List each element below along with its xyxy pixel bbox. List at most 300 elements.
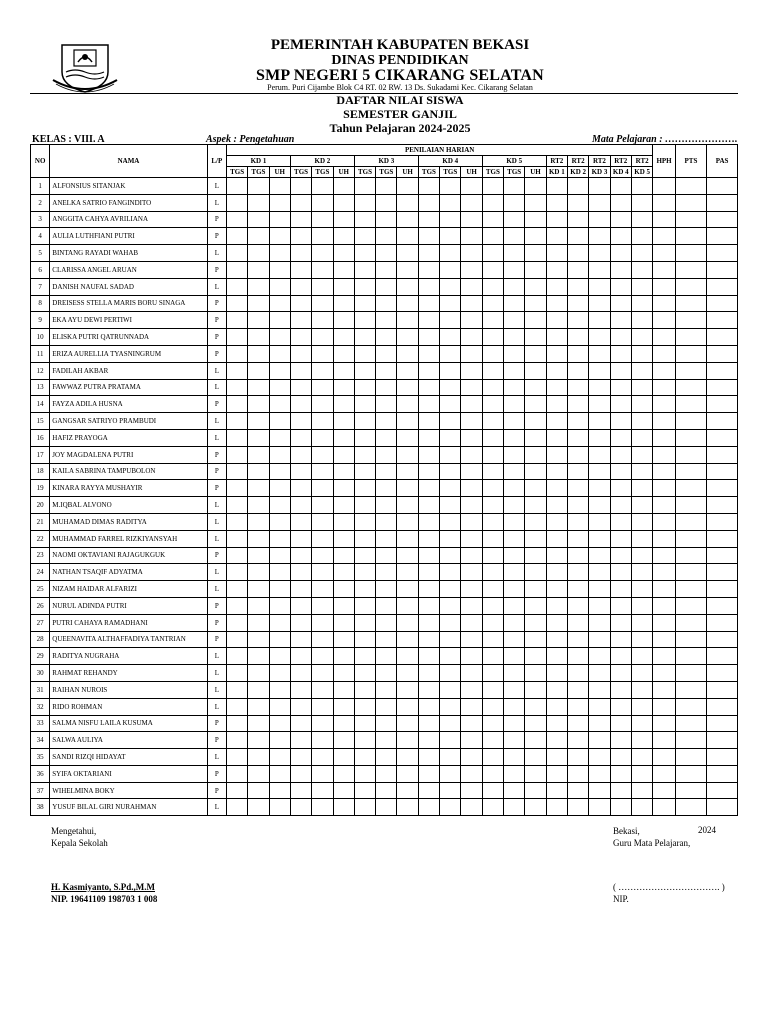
grade-cell[interactable] <box>440 799 461 816</box>
grade-cell[interactable] <box>354 261 375 278</box>
grade-cell[interactable] <box>376 228 397 245</box>
grade-cell[interactable] <box>440 178 461 195</box>
grade-cell[interactable] <box>461 597 482 614</box>
grade-cell[interactable] <box>418 178 439 195</box>
grade-cell[interactable] <box>397 614 418 631</box>
grade-cell[interactable] <box>333 480 354 497</box>
grade-cell[interactable] <box>589 732 610 749</box>
grade-cell[interactable] <box>610 749 631 766</box>
grade-cell[interactable] <box>546 513 567 530</box>
grade-cell[interactable] <box>312 799 333 816</box>
grade-cell[interactable] <box>482 362 503 379</box>
grade-cell[interactable] <box>290 178 311 195</box>
grade-cell[interactable] <box>707 295 738 312</box>
grade-cell[interactable] <box>418 379 439 396</box>
grade-cell[interactable] <box>546 194 567 211</box>
grade-cell[interactable] <box>226 245 247 262</box>
grade-cell[interactable] <box>418 597 439 614</box>
grade-cell[interactable] <box>504 513 525 530</box>
grade-cell[interactable] <box>461 429 482 446</box>
grade-cell[interactable] <box>418 564 439 581</box>
grade-cell[interactable] <box>546 396 567 413</box>
grade-cell[interactable] <box>376 329 397 346</box>
grade-cell[interactable] <box>461 581 482 598</box>
grade-cell[interactable] <box>290 782 311 799</box>
grade-cell[interactable] <box>269 698 290 715</box>
grade-cell[interactable] <box>333 329 354 346</box>
grade-cell[interactable] <box>707 194 738 211</box>
grade-cell[interactable] <box>397 497 418 514</box>
grade-cell[interactable] <box>248 463 269 480</box>
grade-cell[interactable] <box>248 329 269 346</box>
grade-cell[interactable] <box>376 530 397 547</box>
grade-cell[interactable] <box>312 295 333 312</box>
grade-cell[interactable] <box>707 681 738 698</box>
grade-cell[interactable] <box>546 379 567 396</box>
grade-cell[interactable] <box>482 614 503 631</box>
grade-cell[interactable] <box>333 614 354 631</box>
grade-cell[interactable] <box>653 782 675 799</box>
grade-cell[interactable] <box>567 765 588 782</box>
grade-cell[interactable] <box>226 480 247 497</box>
grade-cell[interactable] <box>610 681 631 698</box>
grade-cell[interactable] <box>631 211 652 228</box>
grade-cell[interactable] <box>397 379 418 396</box>
grade-cell[interactable] <box>333 413 354 430</box>
grade-cell[interactable] <box>546 564 567 581</box>
grade-cell[interactable] <box>333 597 354 614</box>
grade-cell[interactable] <box>546 429 567 446</box>
grade-cell[interactable] <box>269 799 290 816</box>
grade-cell[interactable] <box>461 329 482 346</box>
grade-cell[interactable] <box>333 228 354 245</box>
grade-cell[interactable] <box>354 715 375 732</box>
grade-cell[interactable] <box>525 497 546 514</box>
grade-cell[interactable] <box>290 429 311 446</box>
grade-cell[interactable] <box>482 194 503 211</box>
grade-cell[interactable] <box>610 278 631 295</box>
grade-cell[interactable] <box>418 614 439 631</box>
grade-cell[interactable] <box>226 261 247 278</box>
grade-cell[interactable] <box>248 429 269 446</box>
grade-cell[interactable] <box>675 732 706 749</box>
grade-cell[interactable] <box>482 547 503 564</box>
grade-cell[interactable] <box>269 715 290 732</box>
grade-cell[interactable] <box>707 245 738 262</box>
grade-cell[interactable] <box>461 463 482 480</box>
grade-cell[interactable] <box>269 648 290 665</box>
grade-cell[interactable] <box>354 597 375 614</box>
grade-cell[interactable] <box>461 228 482 245</box>
grade-cell[interactable] <box>461 312 482 329</box>
grade-cell[interactable] <box>290 194 311 211</box>
grade-cell[interactable] <box>290 547 311 564</box>
grade-cell[interactable] <box>482 513 503 530</box>
grade-cell[interactable] <box>631 278 652 295</box>
grade-cell[interactable] <box>226 581 247 598</box>
grade-cell[interactable] <box>631 295 652 312</box>
grade-cell[interactable] <box>354 295 375 312</box>
grade-cell[interactable] <box>653 749 675 766</box>
grade-cell[interactable] <box>440 765 461 782</box>
grade-cell[interactable] <box>290 749 311 766</box>
grade-cell[interactable] <box>461 178 482 195</box>
grade-cell[interactable] <box>397 681 418 698</box>
grade-cell[interactable] <box>418 581 439 598</box>
grade-cell[interactable] <box>567 480 588 497</box>
grade-cell[interactable] <box>376 497 397 514</box>
grade-cell[interactable] <box>248 749 269 766</box>
grade-cell[interactable] <box>482 211 503 228</box>
grade-cell[interactable] <box>567 211 588 228</box>
grade-cell[interactable] <box>418 782 439 799</box>
grade-cell[interactable] <box>354 799 375 816</box>
grade-cell[interactable] <box>248 732 269 749</box>
grade-cell[interactable] <box>482 446 503 463</box>
grade-cell[interactable] <box>312 261 333 278</box>
grade-cell[interactable] <box>589 715 610 732</box>
grade-cell[interactable] <box>333 497 354 514</box>
grade-cell[interactable] <box>269 631 290 648</box>
grade-cell[interactable] <box>354 732 375 749</box>
grade-cell[interactable] <box>525 564 546 581</box>
grade-cell[interactable] <box>567 530 588 547</box>
grade-cell[interactable] <box>461 631 482 648</box>
grade-cell[interactable] <box>248 614 269 631</box>
grade-cell[interactable] <box>312 698 333 715</box>
grade-cell[interactable] <box>418 698 439 715</box>
grade-cell[interactable] <box>504 228 525 245</box>
grade-cell[interactable] <box>461 698 482 715</box>
grade-cell[interactable] <box>333 278 354 295</box>
grade-cell[interactable] <box>248 547 269 564</box>
grade-cell[interactable] <box>675 194 706 211</box>
grade-cell[interactable] <box>333 732 354 749</box>
grade-cell[interactable] <box>482 732 503 749</box>
grade-cell[interactable] <box>631 178 652 195</box>
grade-cell[interactable] <box>504 648 525 665</box>
grade-cell[interactable] <box>525 782 546 799</box>
grade-cell[interactable] <box>333 681 354 698</box>
grade-cell[interactable] <box>610 530 631 547</box>
grade-cell[interactable] <box>248 513 269 530</box>
grade-cell[interactable] <box>525 446 546 463</box>
grade-cell[interactable] <box>440 564 461 581</box>
grade-cell[interactable] <box>248 413 269 430</box>
grade-cell[interactable] <box>589 295 610 312</box>
grade-cell[interactable] <box>504 782 525 799</box>
grade-cell[interactable] <box>546 581 567 598</box>
grade-cell[interactable] <box>354 245 375 262</box>
grade-cell[interactable] <box>290 312 311 329</box>
grade-cell[interactable] <box>567 345 588 362</box>
grade-cell[interactable] <box>546 228 567 245</box>
grade-cell[interactable] <box>653 379 675 396</box>
grade-cell[interactable] <box>589 698 610 715</box>
grade-cell[interactable] <box>546 295 567 312</box>
grade-cell[interactable] <box>269 295 290 312</box>
grade-cell[interactable] <box>482 429 503 446</box>
grade-cell[interactable] <box>567 631 588 648</box>
grade-cell[interactable] <box>546 413 567 430</box>
grade-cell[interactable] <box>546 480 567 497</box>
grade-cell[interactable] <box>567 329 588 346</box>
grade-cell[interactable] <box>504 631 525 648</box>
grade-cell[interactable] <box>248 581 269 598</box>
grade-cell[interactable] <box>418 732 439 749</box>
grade-cell[interactable] <box>440 782 461 799</box>
grade-cell[interactable] <box>290 564 311 581</box>
grade-cell[interactable] <box>525 379 546 396</box>
grade-cell[interactable] <box>269 732 290 749</box>
grade-cell[interactable] <box>546 329 567 346</box>
grade-cell[interactable] <box>707 749 738 766</box>
grade-cell[interactable] <box>653 698 675 715</box>
grade-cell[interactable] <box>675 765 706 782</box>
grade-cell[interactable] <box>567 648 588 665</box>
grade-cell[interactable] <box>567 665 588 682</box>
grade-cell[interactable] <box>226 782 247 799</box>
grade-cell[interactable] <box>653 463 675 480</box>
grade-cell[interactable] <box>290 480 311 497</box>
grade-cell[interactable] <box>631 429 652 446</box>
grade-cell[interactable] <box>675 665 706 682</box>
grade-cell[interactable] <box>397 698 418 715</box>
grade-cell[interactable] <box>226 228 247 245</box>
grade-cell[interactable] <box>675 345 706 362</box>
grade-cell[interactable] <box>610 581 631 598</box>
grade-cell[interactable] <box>440 329 461 346</box>
grade-cell[interactable] <box>461 194 482 211</box>
grade-cell[interactable] <box>610 413 631 430</box>
grade-cell[interactable] <box>525 362 546 379</box>
grade-cell[interactable] <box>269 312 290 329</box>
grade-cell[interactable] <box>653 312 675 329</box>
grade-cell[interactable] <box>589 765 610 782</box>
grade-cell[interactable] <box>675 597 706 614</box>
grade-cell[interactable] <box>675 312 706 329</box>
grade-cell[interactable] <box>653 513 675 530</box>
grade-cell[interactable] <box>418 261 439 278</box>
grade-cell[interactable] <box>653 631 675 648</box>
grade-cell[interactable] <box>226 379 247 396</box>
grade-cell[interactable] <box>653 295 675 312</box>
grade-cell[interactable] <box>610 396 631 413</box>
grade-cell[interactable] <box>461 749 482 766</box>
grade-cell[interactable] <box>312 648 333 665</box>
grade-cell[interactable] <box>675 396 706 413</box>
grade-cell[interactable] <box>482 581 503 598</box>
grade-cell[interactable] <box>248 295 269 312</box>
grade-cell[interactable] <box>482 345 503 362</box>
grade-cell[interactable] <box>653 530 675 547</box>
grade-cell[interactable] <box>653 413 675 430</box>
grade-cell[interactable] <box>482 261 503 278</box>
grade-cell[interactable] <box>290 295 311 312</box>
grade-cell[interactable] <box>525 312 546 329</box>
grade-cell[interactable] <box>589 648 610 665</box>
grade-cell[interactable] <box>504 597 525 614</box>
grade-cell[interactable] <box>653 396 675 413</box>
grade-cell[interactable] <box>504 446 525 463</box>
grade-cell[interactable] <box>226 614 247 631</box>
grade-cell[interactable] <box>653 261 675 278</box>
grade-cell[interactable] <box>312 480 333 497</box>
grade-cell[interactable] <box>440 362 461 379</box>
grade-cell[interactable] <box>707 278 738 295</box>
grade-cell[interactable] <box>248 698 269 715</box>
grade-cell[interactable] <box>525 547 546 564</box>
grade-cell[interactable] <box>312 513 333 530</box>
grade-cell[interactable] <box>397 228 418 245</box>
grade-cell[interactable] <box>376 631 397 648</box>
grade-cell[interactable] <box>567 463 588 480</box>
grade-cell[interactable] <box>504 295 525 312</box>
grade-cell[interactable] <box>482 278 503 295</box>
grade-cell[interactable] <box>440 446 461 463</box>
grade-cell[interactable] <box>269 681 290 698</box>
grade-cell[interactable] <box>376 681 397 698</box>
grade-cell[interactable] <box>376 429 397 446</box>
grade-cell[interactable] <box>482 329 503 346</box>
grade-cell[interactable] <box>675 228 706 245</box>
grade-cell[interactable] <box>333 631 354 648</box>
grade-cell[interactable] <box>248 245 269 262</box>
grade-cell[interactable] <box>248 597 269 614</box>
grade-cell[interactable] <box>312 194 333 211</box>
grade-cell[interactable] <box>482 413 503 430</box>
grade-cell[interactable] <box>354 547 375 564</box>
grade-cell[interactable] <box>631 530 652 547</box>
grade-cell[interactable] <box>631 261 652 278</box>
grade-cell[interactable] <box>589 312 610 329</box>
grade-cell[interactable] <box>675 379 706 396</box>
grade-cell[interactable] <box>567 362 588 379</box>
grade-cell[interactable] <box>269 530 290 547</box>
grade-cell[interactable] <box>675 413 706 430</box>
grade-cell[interactable] <box>269 413 290 430</box>
grade-cell[interactable] <box>376 312 397 329</box>
grade-cell[interactable] <box>653 765 675 782</box>
grade-cell[interactable] <box>631 665 652 682</box>
grade-cell[interactable] <box>269 749 290 766</box>
grade-cell[interactable] <box>567 564 588 581</box>
grade-cell[interactable] <box>376 698 397 715</box>
grade-cell[interactable] <box>312 749 333 766</box>
grade-cell[interactable] <box>610 178 631 195</box>
grade-cell[interactable] <box>226 530 247 547</box>
grade-cell[interactable] <box>707 513 738 530</box>
grade-cell[interactable] <box>482 631 503 648</box>
grade-cell[interactable] <box>589 581 610 598</box>
grade-cell[interactable] <box>482 245 503 262</box>
grade-cell[interactable] <box>376 513 397 530</box>
grade-cell[interactable] <box>653 211 675 228</box>
grade-cell[interactable] <box>589 749 610 766</box>
grade-cell[interactable] <box>707 480 738 497</box>
grade-cell[interactable] <box>397 194 418 211</box>
grade-cell[interactable] <box>546 631 567 648</box>
grade-cell[interactable] <box>546 765 567 782</box>
grade-cell[interactable] <box>525 178 546 195</box>
grade-cell[interactable] <box>504 362 525 379</box>
grade-cell[interactable] <box>589 362 610 379</box>
grade-cell[interactable] <box>376 614 397 631</box>
grade-cell[interactable] <box>525 631 546 648</box>
grade-cell[interactable] <box>482 295 503 312</box>
grade-cell[interactable] <box>397 278 418 295</box>
grade-cell[interactable] <box>440 345 461 362</box>
grade-cell[interactable] <box>248 497 269 514</box>
grade-cell[interactable] <box>631 614 652 631</box>
grade-cell[interactable] <box>269 782 290 799</box>
grade-cell[interactable] <box>418 446 439 463</box>
grade-cell[interactable] <box>546 211 567 228</box>
grade-cell[interactable] <box>589 446 610 463</box>
grade-cell[interactable] <box>631 648 652 665</box>
grade-cell[interactable] <box>482 799 503 816</box>
grade-cell[interactable] <box>631 312 652 329</box>
grade-cell[interactable] <box>653 681 675 698</box>
grade-cell[interactable] <box>376 597 397 614</box>
grade-cell[interactable] <box>226 732 247 749</box>
grade-cell[interactable] <box>269 194 290 211</box>
grade-cell[interactable] <box>589 396 610 413</box>
grade-cell[interactable] <box>397 446 418 463</box>
grade-cell[interactable] <box>376 194 397 211</box>
grade-cell[interactable] <box>397 396 418 413</box>
grade-cell[interactable] <box>312 379 333 396</box>
grade-cell[interactable] <box>504 480 525 497</box>
grade-cell[interactable] <box>397 581 418 598</box>
grade-cell[interactable] <box>461 362 482 379</box>
grade-cell[interactable] <box>226 631 247 648</box>
grade-cell[interactable] <box>653 732 675 749</box>
grade-cell[interactable] <box>631 446 652 463</box>
grade-cell[interactable] <box>567 513 588 530</box>
grade-cell[interactable] <box>312 782 333 799</box>
grade-cell[interactable] <box>589 278 610 295</box>
grade-cell[interactable] <box>440 429 461 446</box>
grade-cell[interactable] <box>589 329 610 346</box>
grade-cell[interactable] <box>333 715 354 732</box>
grade-cell[interactable] <box>707 597 738 614</box>
grade-cell[interactable] <box>226 295 247 312</box>
grade-cell[interactable] <box>525 429 546 446</box>
grade-cell[interactable] <box>440 379 461 396</box>
grade-cell[interactable] <box>418 194 439 211</box>
grade-cell[interactable] <box>269 211 290 228</box>
grade-cell[interactable] <box>504 665 525 682</box>
grade-cell[interactable] <box>546 782 567 799</box>
grade-cell[interactable] <box>567 715 588 732</box>
grade-cell[interactable] <box>504 312 525 329</box>
grade-cell[interactable] <box>567 782 588 799</box>
grade-cell[interactable] <box>333 379 354 396</box>
grade-cell[interactable] <box>226 799 247 816</box>
grade-cell[interactable] <box>525 581 546 598</box>
grade-cell[interactable] <box>482 564 503 581</box>
grade-cell[interactable] <box>525 261 546 278</box>
grade-cell[interactable] <box>290 648 311 665</box>
grade-cell[interactable] <box>482 530 503 547</box>
grade-cell[interactable] <box>653 362 675 379</box>
grade-cell[interactable] <box>461 547 482 564</box>
grade-cell[interactable] <box>269 463 290 480</box>
grade-cell[interactable] <box>397 631 418 648</box>
grade-cell[interactable] <box>631 463 652 480</box>
grade-cell[interactable] <box>675 698 706 715</box>
